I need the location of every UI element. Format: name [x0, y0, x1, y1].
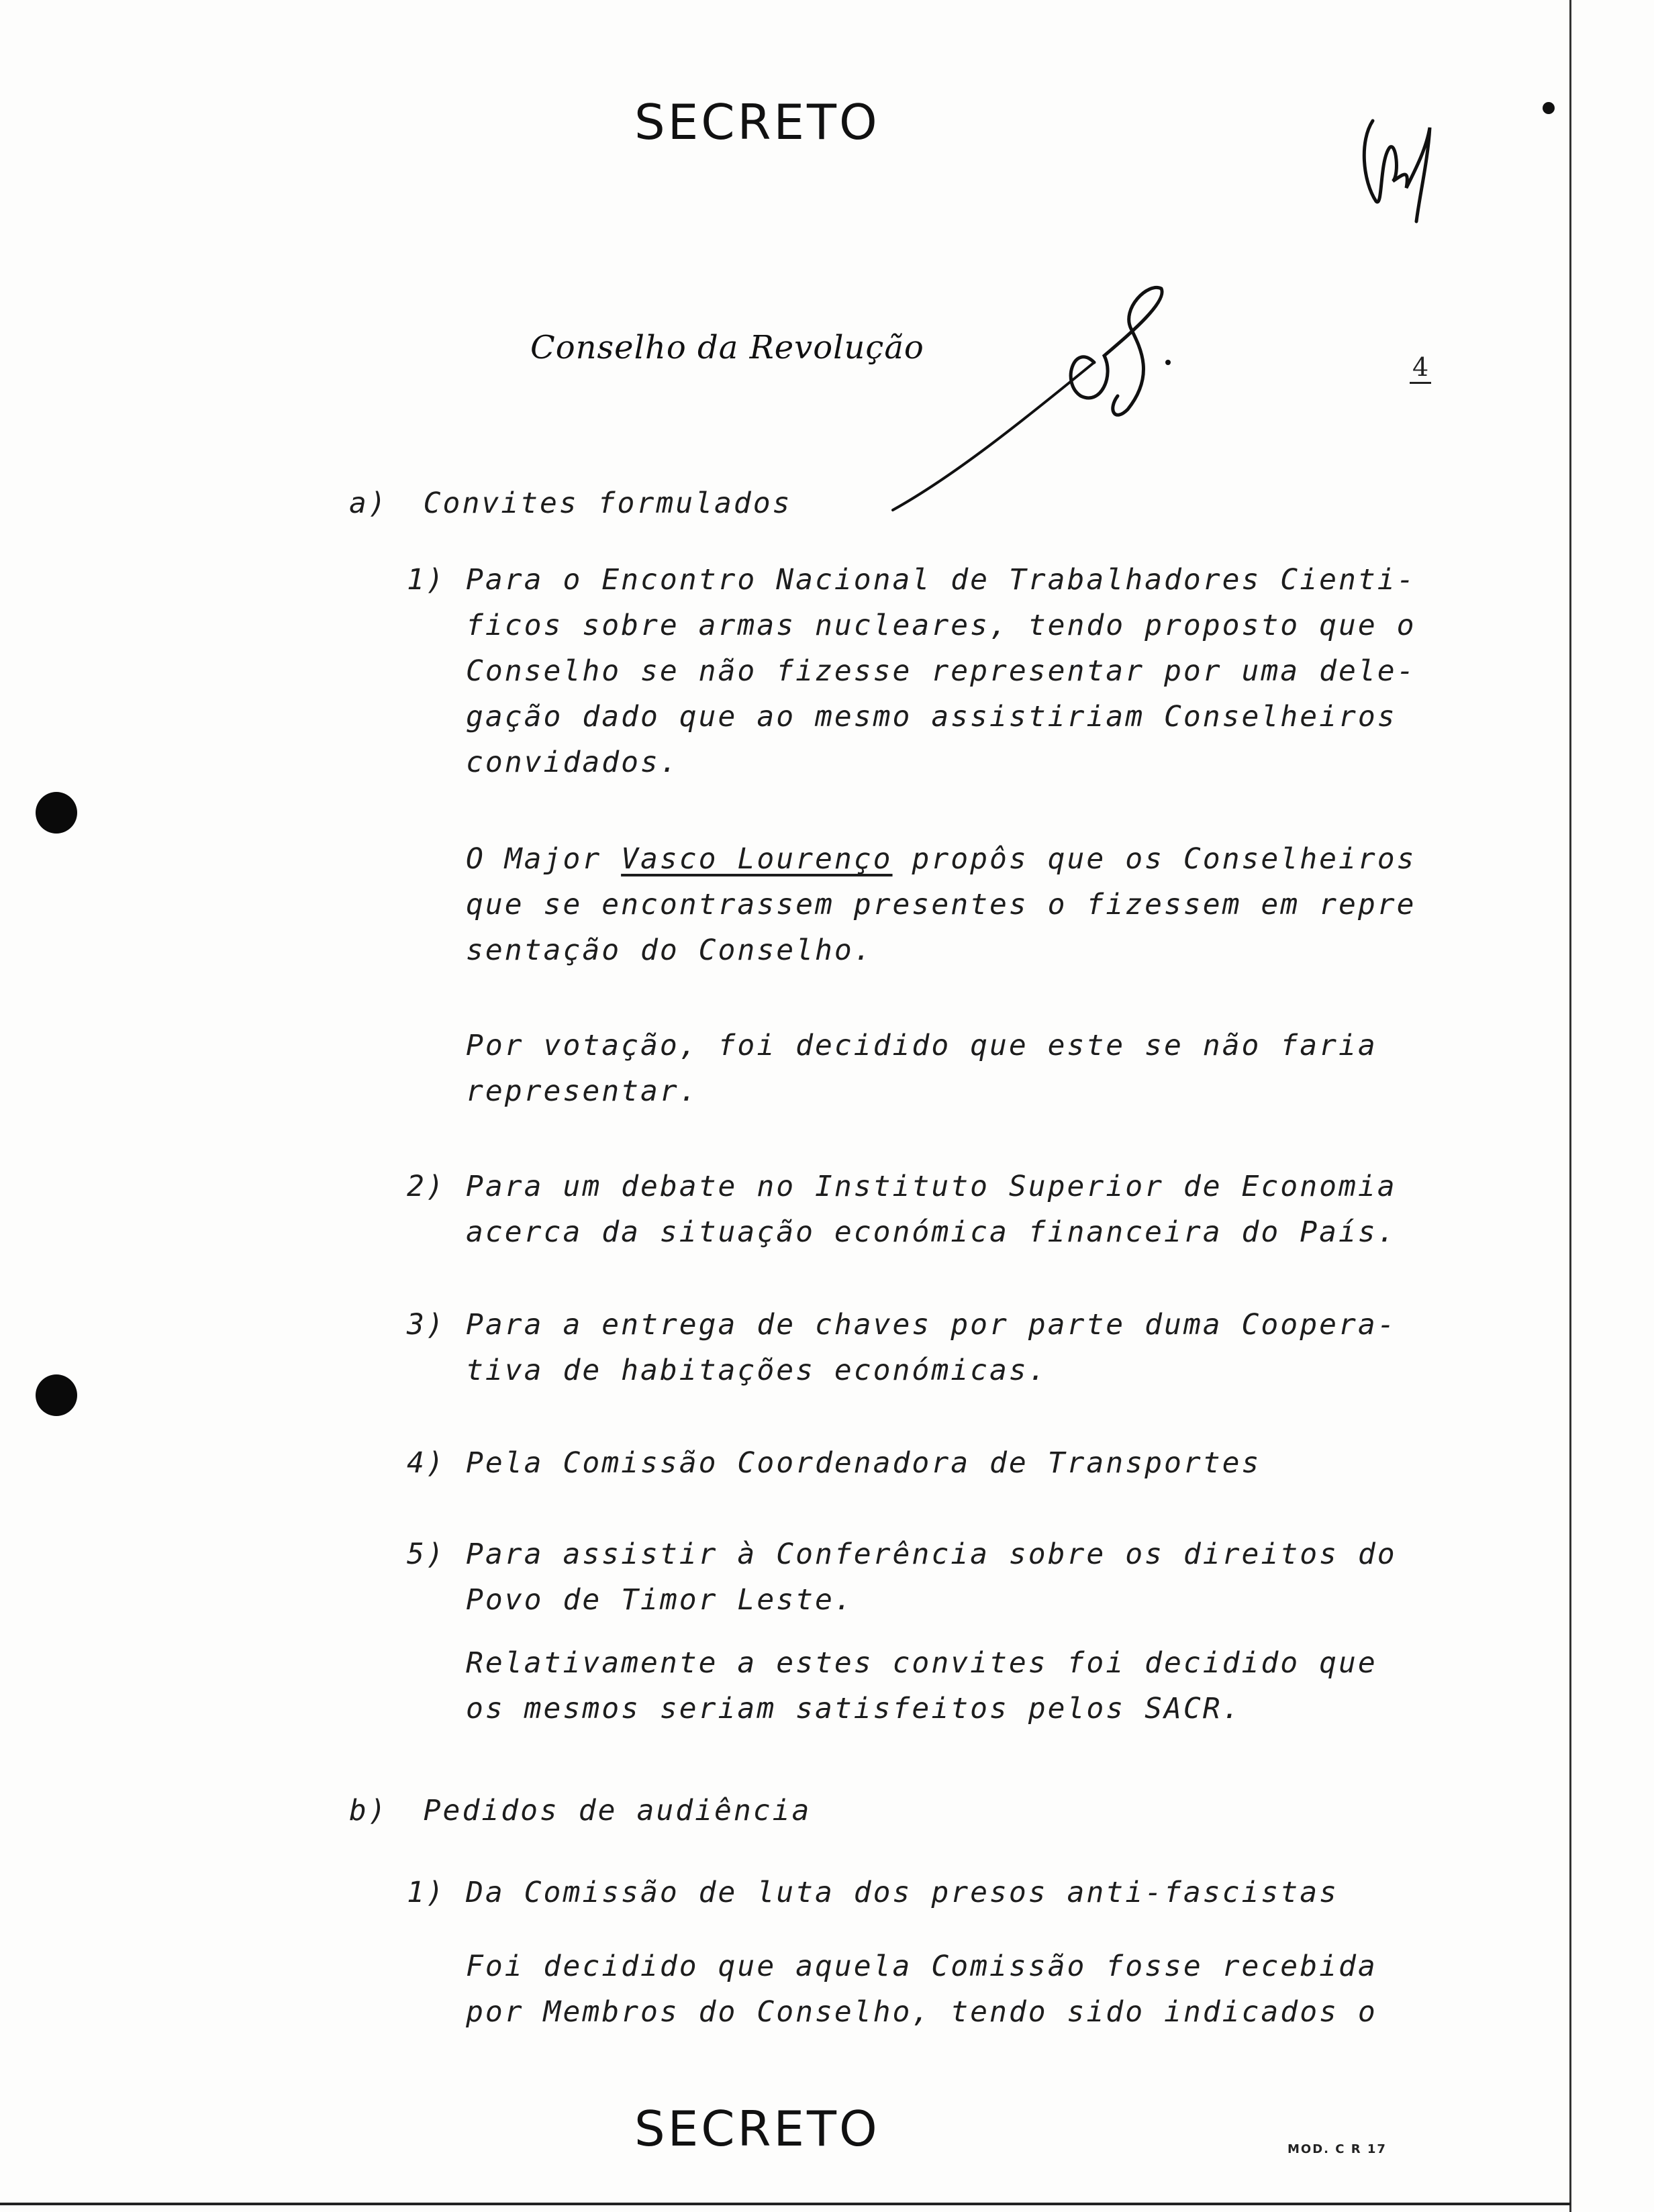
item-number: 1) [407, 563, 446, 597]
paragraph-vote [466, 1023, 1377, 1114]
section-a-heading [349, 481, 792, 526]
item-number: 1) [407, 1876, 446, 1909]
paragraph-received [466, 1944, 1377, 2035]
item-line: Para o Encontro Nacional de Trabalhadores Cienti- [466, 563, 1416, 597]
punch-hole-top [36, 792, 77, 834]
item-line: Pela Comissão Coordenadora de Transportes [466, 1446, 1261, 1480]
item-text [466, 1531, 1397, 1623]
page-number: 4 [1410, 352, 1431, 384]
item-line: Conselho se não fizesse representar por uma dele- [466, 654, 1416, 688]
item-line: convidados. [466, 746, 679, 779]
right-edge-line [1569, 0, 1571, 2212]
bottom-edge-line [0, 2203, 1571, 2205]
paragraph-line [466, 836, 1416, 882]
punch-hole-bottom [36, 1374, 77, 1416]
item-line: Da Comissão de luta dos presos anti-fascistas [466, 1876, 1339, 1909]
item-line: Povo de Timor Leste. [466, 1583, 854, 1617]
item-line: Para assistir à Conferência sobre os direitos do [466, 1538, 1397, 1571]
paragraph-major-proposal [466, 836, 1416, 973]
classification-stamp-bottom: SECRETO [634, 2101, 880, 2157]
item-text [466, 1164, 1397, 1255]
section-b-heading [349, 1788, 811, 1833]
major-name: Vasco Lourenço [621, 842, 893, 876]
item-line: gação dado que ao mesmo assistiriam Conselheiros [466, 700, 1397, 734]
initials-signature [1353, 101, 1453, 235]
item-number: 4) [407, 1446, 446, 1480]
paragraph-line: representar. [466, 1074, 699, 1108]
form-code: MOD. C R 17 [1287, 2142, 1387, 2156]
paragraph-line: sentação do Conselho. [466, 934, 873, 967]
item-text [466, 1440, 1261, 1486]
classification-stamp-top: SECRETO [634, 94, 880, 150]
item-text [466, 557, 1416, 785]
paragraph-line: que se encontrassem presentes o fizessem em repre [466, 888, 1416, 921]
major-line1-rest: propôs que os Conselheiros [892, 842, 1416, 876]
item-line: tiva de habitações económicas. [466, 1354, 1048, 1387]
section-b-label: b) [349, 1794, 388, 1827]
item-line: acerca da situação económica financeira do País. [466, 1215, 1397, 1249]
section-b-title: Pedidos de audiência [423, 1794, 812, 1827]
paragraph-line: Foi decidido que aquela Comissão fosse recebida [466, 1950, 1377, 1983]
item-line: Para um debate no Instituto Superior de Economia [466, 1170, 1397, 1203]
paragraph-line: por Membros do Conselho, tendo sido indicados o [466, 1995, 1377, 2029]
item-line: Para a entrega de chaves por parte duma Coopera- [466, 1308, 1397, 1342]
signature-flourish [873, 275, 1188, 517]
item-line: ficos sobre armas nucleares, tendo proposto que o [466, 609, 1416, 642]
item-number: 3) [407, 1308, 446, 1342]
item-number: 5) [407, 1538, 446, 1571]
item-text [466, 1870, 1339, 1915]
item-text [466, 1302, 1397, 1393]
paragraph-line: Relativamente a estes convites foi decidido que [466, 1646, 1377, 1680]
paragraph-line: Por votação, foi decidido que este se não faria [466, 1029, 1377, 1062]
paragraph-decision [466, 1640, 1377, 1731]
paragraph-line: os mesmos seriam satisfeitos pelos SACR. [466, 1692, 1242, 1725]
letterhead-title: Conselho da Revolução [530, 329, 924, 366]
edge-mark [1543, 102, 1555, 114]
major-prefix: O Major [466, 842, 622, 876]
item-number: 2) [407, 1170, 446, 1203]
section-a-title: Convites formulados [423, 487, 792, 520]
section-a-label: a) [349, 487, 388, 520]
